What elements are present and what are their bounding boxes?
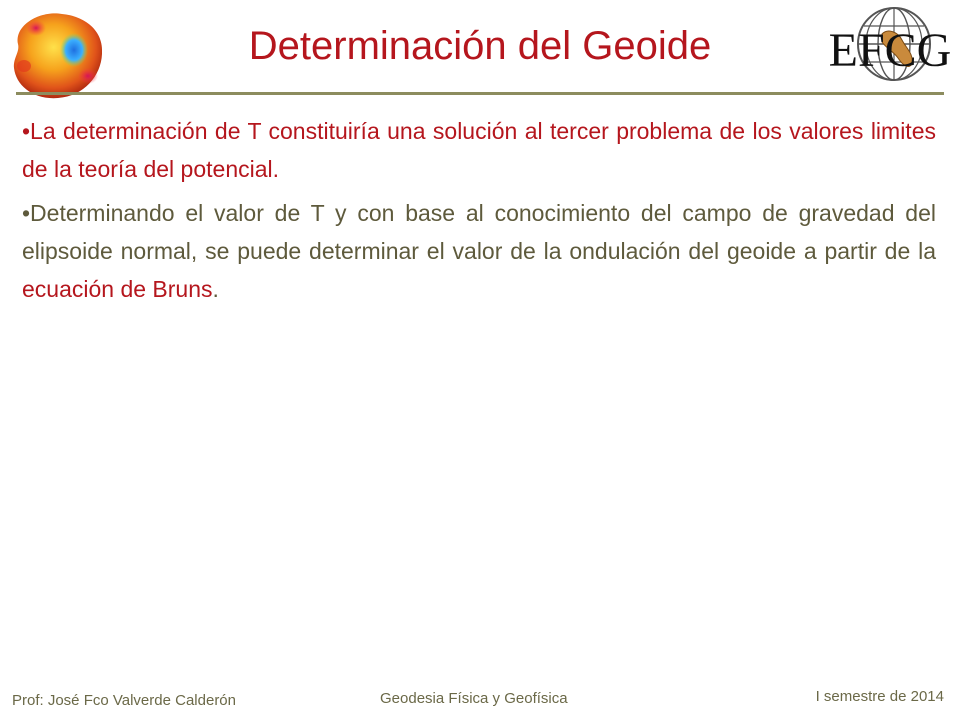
slide-title: Determinación del Geoide [248,24,712,68]
paragraph-2-text: •Determinando el valor de T y con base al conocimiento del campo de gravedad del elipsoide normal, se puede determinar el valor de la ondulación del geoide a partir de la [22,200,936,264]
paragraph-2-end: . [212,276,219,302]
paragraph-2 [22,194,936,308]
footer-course: Geodesia Física y Geofísica [380,690,568,707]
paragraph-1: •La determinación de T constituiría una solución al tercer problema de los valores limites de la teoría del potencial. [22,118,936,182]
footer-author: Prof: José Fco Valverde Calderón [12,692,236,709]
efcg-logo-text: EFCG [828,24,952,77]
slide-content [22,112,936,314]
bruns-equation-link-text: ecuación de Bruns [22,276,213,302]
geoid-potato-icon [4,6,110,102]
footer-semester: I semestre de 2014 [815,688,944,705]
header-divider [16,92,944,95]
efcg-globe-logo [822,4,958,88]
